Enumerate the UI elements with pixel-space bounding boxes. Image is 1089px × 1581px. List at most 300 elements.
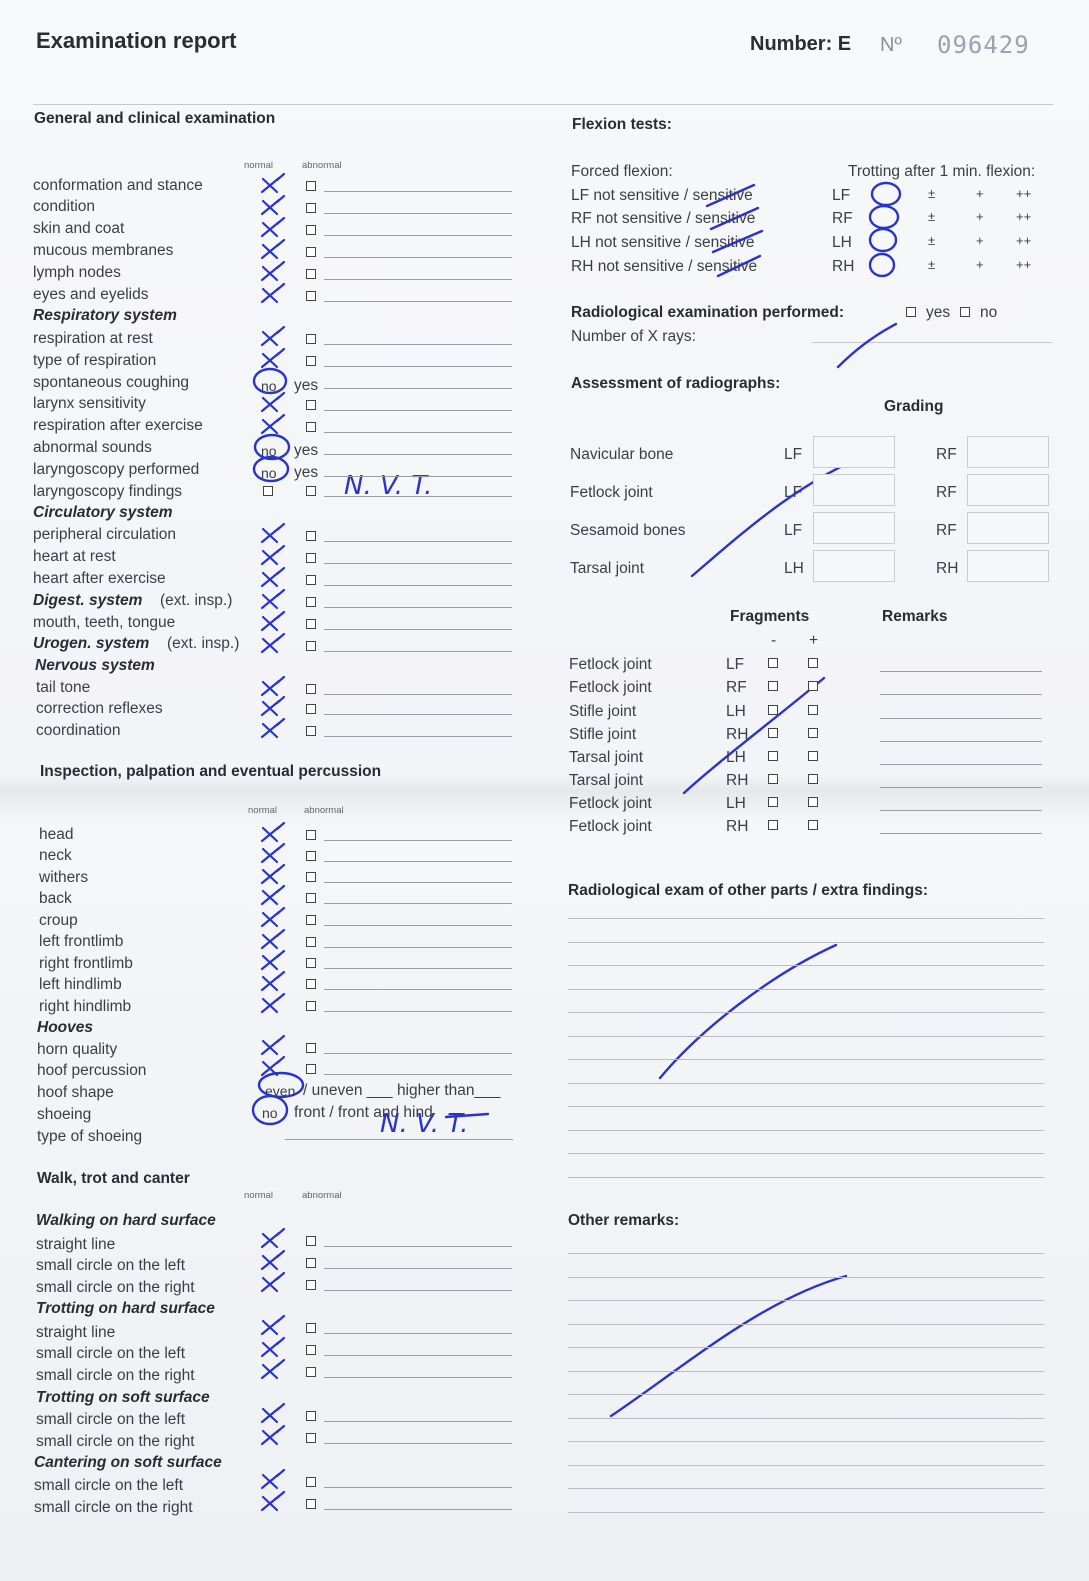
fragment-plus-checkbox[interactable] bbox=[808, 797, 818, 807]
flexion-scale-symbol[interactable]: + bbox=[976, 233, 984, 248]
remark-line bbox=[880, 764, 1042, 765]
item-label: back bbox=[39, 890, 72, 907]
writing-line bbox=[568, 942, 1044, 943]
writing-line bbox=[568, 1441, 1044, 1442]
writing-line bbox=[568, 1394, 1044, 1395]
item-label: tail tone bbox=[36, 679, 91, 696]
abnormal-checkbox[interactable] bbox=[306, 619, 316, 629]
grading-box-left[interactable] bbox=[813, 474, 895, 506]
remark-line bbox=[324, 861, 512, 862]
item-label: right hindlimb bbox=[39, 998, 132, 1015]
flexion-leg: RF bbox=[832, 210, 853, 227]
check-mark bbox=[262, 218, 284, 236]
grading-right-leg: RF bbox=[936, 446, 957, 463]
fragment-leg: RF bbox=[726, 679, 747, 696]
abnormal-checkbox[interactable] bbox=[306, 1001, 316, 1011]
fragment-row-name: Fetlock joint bbox=[569, 656, 652, 673]
remark-line bbox=[880, 671, 1042, 672]
fragment-plus-checkbox[interactable] bbox=[808, 658, 818, 668]
remark-line bbox=[324, 476, 512, 477]
radiology-yes-label: yes bbox=[926, 304, 951, 321]
abnormal-checkbox[interactable] bbox=[306, 1367, 316, 1377]
flexion-scale-symbol[interactable]: ++ bbox=[1016, 186, 1032, 201]
fragment-plus-checkbox[interactable] bbox=[808, 820, 818, 830]
item-label: right frontlimb bbox=[39, 955, 133, 972]
grading-heading: Grading bbox=[884, 398, 944, 415]
remark-line bbox=[324, 1053, 512, 1054]
handwritten-nvt-shoeing: N. V. T. bbox=[380, 1109, 469, 1139]
abnormal-checkbox[interactable] bbox=[306, 937, 316, 947]
item-label: small circle on the right bbox=[34, 1499, 193, 1516]
strike-xray-count bbox=[838, 324, 896, 367]
remark-line bbox=[324, 257, 512, 258]
flexion-scale-symbol[interactable]: + bbox=[976, 186, 984, 201]
check-mark bbox=[262, 930, 284, 948]
check-mark bbox=[262, 174, 284, 192]
general-heading: General and clinical examination bbox=[34, 110, 276, 127]
item-label: mouth, teeth, tongue bbox=[33, 614, 176, 631]
trotting-flexion-label: Trotting after 1 min. flexion: bbox=[848, 163, 1036, 180]
item-label: small circle on the right bbox=[36, 1433, 195, 1450]
abnormal-checkbox[interactable] bbox=[306, 726, 316, 736]
remark-line bbox=[324, 1421, 512, 1422]
fragment-row-name: Fetlock joint bbox=[569, 795, 652, 812]
grading-row-name: Tarsal joint bbox=[570, 560, 645, 577]
forced-flexion-label: Forced flexion: bbox=[571, 163, 673, 180]
flexion-scale-symbol[interactable]: ± bbox=[928, 186, 936, 201]
item-label: small circle on the right bbox=[36, 1279, 195, 1296]
flexion-scale-symbol[interactable]: ± bbox=[928, 257, 936, 272]
check-mark bbox=[262, 415, 284, 433]
writing-line bbox=[568, 989, 1044, 990]
strike-other-remarks bbox=[611, 1276, 846, 1416]
flexion-scale-symbol[interactable]: ++ bbox=[1016, 209, 1032, 224]
remark-line bbox=[324, 1355, 512, 1356]
grading-box-left[interactable] bbox=[813, 512, 895, 544]
abnormal-checkbox[interactable] bbox=[306, 1345, 316, 1355]
grading-left-leg: LF bbox=[784, 446, 803, 463]
grading-left-leg: LF bbox=[784, 522, 803, 539]
remark-line bbox=[324, 989, 512, 990]
remark-line bbox=[324, 1074, 512, 1075]
handwritten-nvt: N. V. T. bbox=[344, 471, 433, 501]
item-label: small circle on the left bbox=[34, 1477, 184, 1494]
check-mark bbox=[262, 886, 284, 904]
section-label: Hooves bbox=[37, 1019, 93, 1036]
item-label: heart after exercise bbox=[33, 570, 166, 587]
item-label: withers bbox=[39, 869, 89, 886]
other-parts-heading: Radiological exam of other parts / extra findings: bbox=[568, 882, 929, 899]
grading-box-right[interactable] bbox=[967, 550, 1049, 582]
section-label: Cantering on soft surface bbox=[34, 1454, 222, 1471]
normal-col-label: normal bbox=[248, 805, 278, 816]
radiology-no-label: no bbox=[980, 304, 998, 321]
fragment-leg: LH bbox=[726, 703, 746, 720]
inspection-heading: Inspection, palpation and eventual percussion bbox=[40, 763, 382, 780]
abnormal-checkbox[interactable] bbox=[306, 1411, 316, 1421]
fragment-leg: RH bbox=[726, 726, 749, 743]
abnormal-checkbox[interactable] bbox=[306, 1477, 316, 1487]
writing-line bbox=[568, 1300, 1044, 1301]
fragment-minus-checkbox[interactable] bbox=[768, 797, 778, 807]
abnormal-checkbox[interactable] bbox=[306, 225, 316, 235]
abnormal-checkbox[interactable] bbox=[306, 1064, 316, 1074]
remark-line bbox=[324, 301, 512, 302]
check-mark bbox=[262, 568, 284, 586]
fragment-leg: LF bbox=[726, 656, 745, 673]
abnormal-col-label: abnormal bbox=[302, 160, 342, 171]
remark-line bbox=[324, 235, 512, 236]
writing-line bbox=[568, 1130, 1044, 1131]
item-label: (ext. insp.) bbox=[160, 592, 233, 609]
fragment-plus: + bbox=[809, 632, 819, 649]
page-title: Examination report bbox=[36, 28, 237, 53]
flexion-leg: LH bbox=[832, 234, 852, 251]
other-remarks-heading: Other remarks: bbox=[568, 1212, 680, 1229]
remark-line bbox=[324, 388, 512, 389]
writing-line bbox=[568, 918, 1044, 919]
fragment-minus-checkbox[interactable] bbox=[768, 705, 778, 715]
check-mark bbox=[262, 524, 284, 542]
abnormal-col-label: abnormal bbox=[302, 1190, 342, 1201]
abnormal-checkbox[interactable] bbox=[306, 830, 316, 840]
abnormal-checkbox[interactable] bbox=[306, 641, 316, 651]
remark-line bbox=[324, 607, 512, 608]
fragment-minus-checkbox[interactable] bbox=[768, 658, 778, 668]
remark-line bbox=[324, 585, 512, 586]
abnormal-col-label: abnormal bbox=[304, 805, 344, 816]
check-mark bbox=[262, 677, 284, 695]
grading-row-name: Fetlock joint bbox=[570, 484, 653, 501]
item-label: croup bbox=[39, 912, 78, 929]
abnormal-checkbox[interactable] bbox=[306, 684, 316, 694]
remark-line bbox=[324, 1290, 512, 1291]
remark-line bbox=[324, 714, 512, 715]
flexion-scale-symbol[interactable]: ± bbox=[928, 233, 936, 248]
abnormal-checkbox[interactable] bbox=[306, 400, 316, 410]
fragment-minus-checkbox[interactable] bbox=[768, 774, 778, 784]
radiology-yes-checkbox[interactable] bbox=[906, 307, 916, 317]
remark-line bbox=[324, 882, 512, 883]
remark-line bbox=[324, 1487, 512, 1488]
abnormal-checkbox[interactable] bbox=[306, 1280, 316, 1290]
grading-row-name: Navicular bone bbox=[570, 446, 674, 463]
abnormal-checkbox[interactable] bbox=[306, 334, 316, 344]
section-label: Nervous system bbox=[35, 657, 155, 674]
abnormal-checkbox[interactable] bbox=[306, 872, 316, 882]
item-label: straight line bbox=[36, 1324, 116, 1341]
fragment-minus: - bbox=[771, 632, 777, 649]
number-prefix: Nº bbox=[880, 34, 902, 56]
circle-flex-lh bbox=[870, 229, 896, 251]
flexion-scale-symbol[interactable]: ± bbox=[928, 209, 936, 224]
writing-line bbox=[568, 1083, 1044, 1084]
normal-checkbox[interactable] bbox=[263, 486, 273, 496]
check-mark bbox=[262, 719, 284, 737]
check-mark bbox=[262, 823, 284, 841]
fragment-minus-checkbox[interactable] bbox=[768, 820, 778, 830]
check-mark bbox=[262, 634, 284, 652]
abnormal-checkbox[interactable] bbox=[306, 291, 316, 301]
remark-line bbox=[324, 191, 512, 192]
check-mark bbox=[262, 1470, 284, 1488]
writing-line bbox=[568, 965, 1044, 966]
circle-flex-rh bbox=[870, 254, 894, 276]
gait-heading: Walk, trot and canter bbox=[37, 1170, 190, 1187]
remark-line bbox=[324, 1333, 512, 1334]
remark-line bbox=[880, 718, 1042, 719]
writing-line bbox=[568, 1153, 1044, 1154]
abnormal-checkbox[interactable] bbox=[306, 979, 316, 989]
abnormal-checkbox[interactable] bbox=[306, 422, 316, 432]
fragment-minus-checkbox[interactable] bbox=[768, 751, 778, 761]
remarks-heading: Remarks bbox=[882, 608, 948, 625]
check-mark bbox=[262, 393, 284, 411]
flexion-leg: LF bbox=[832, 187, 851, 204]
item-label: small circle on the left bbox=[36, 1345, 186, 1362]
abnormal-checkbox[interactable] bbox=[306, 1236, 316, 1246]
item-label: (ext. insp.) bbox=[167, 635, 240, 652]
normal-col-label: normal bbox=[244, 1190, 274, 1201]
circle-flex-rf bbox=[870, 206, 898, 228]
item-label: hoof shape bbox=[37, 1084, 114, 1101]
item-label: conformation and stance bbox=[33, 177, 203, 194]
remark-line bbox=[324, 344, 512, 345]
check-mark bbox=[262, 1404, 284, 1422]
check-mark bbox=[262, 994, 284, 1012]
circle-flex-lf bbox=[872, 183, 900, 205]
fragment-row-name: Fetlock joint bbox=[569, 818, 652, 835]
check-mark bbox=[262, 1036, 284, 1054]
abnormal-checkbox[interactable] bbox=[306, 851, 316, 861]
abnormal-checkbox[interactable] bbox=[306, 1043, 316, 1053]
writing-line bbox=[568, 1371, 1044, 1372]
item-label: small circle on the left bbox=[36, 1257, 186, 1274]
remark-line bbox=[324, 1443, 512, 1444]
abnormal-checkbox[interactable] bbox=[306, 247, 316, 257]
remark-line bbox=[880, 694, 1042, 695]
remark-line bbox=[324, 454, 512, 455]
grading-box-left[interactable] bbox=[813, 436, 895, 468]
check-mark bbox=[262, 327, 284, 345]
item-label: head bbox=[39, 826, 74, 843]
check-mark bbox=[262, 844, 284, 862]
remark-line bbox=[285, 1139, 513, 1140]
no-option: no bbox=[261, 378, 277, 394]
abnormal-checkbox[interactable] bbox=[306, 958, 316, 968]
abnormal-checkbox[interactable] bbox=[306, 1323, 316, 1333]
flexion-row-text: LF not sensitive / sensitive bbox=[571, 187, 753, 204]
item-label: type of shoeing bbox=[37, 1128, 143, 1145]
item-label: left hindlimb bbox=[39, 976, 122, 993]
item-label: laryngoscopy findings bbox=[33, 483, 183, 500]
yes-option: yes bbox=[294, 377, 319, 394]
flexion-heading: Flexion tests: bbox=[572, 116, 672, 133]
fragment-row-name: Fetlock joint bbox=[569, 679, 652, 696]
shoeing-no: no bbox=[262, 1105, 278, 1121]
hoof-shape-options: / uneven ___ higher than___ bbox=[303, 1082, 501, 1099]
section-label: Trotting on soft surface bbox=[36, 1389, 210, 1406]
flexion-row-text: RF not sensitive / sensitive bbox=[571, 210, 756, 227]
hoof-shape-even: even bbox=[265, 1083, 296, 1099]
writing-line bbox=[568, 1324, 1044, 1325]
abnormal-checkbox[interactable] bbox=[306, 269, 316, 279]
abnormal-checkbox[interactable] bbox=[306, 181, 316, 191]
fragment-plus-checkbox[interactable] bbox=[808, 751, 818, 761]
flexion-row-text: RH not sensitive / sensitive bbox=[571, 258, 758, 275]
fragment-plus-checkbox[interactable] bbox=[808, 774, 818, 784]
remark-line bbox=[324, 736, 512, 737]
item-label: respiration after exercise bbox=[33, 417, 203, 434]
abnormal-checkbox[interactable] bbox=[306, 915, 316, 925]
flexion-scale-symbol[interactable]: + bbox=[976, 209, 984, 224]
grading-box-left[interactable] bbox=[813, 550, 895, 582]
item-label: type of respiration bbox=[33, 352, 157, 369]
normal-col-label: normal bbox=[244, 160, 274, 171]
remark-line bbox=[880, 787, 1042, 788]
flexion-leg: RH bbox=[832, 258, 855, 275]
strike-fragments bbox=[684, 678, 824, 793]
section-label: Trotting on hard surface bbox=[36, 1300, 215, 1317]
item-label: skin and coat bbox=[33, 220, 125, 237]
abnormal-checkbox[interactable] bbox=[306, 486, 316, 496]
abnormal-checkbox[interactable] bbox=[306, 1433, 316, 1443]
item-label: spontaneous coughing bbox=[33, 374, 189, 391]
check-mark bbox=[262, 1338, 284, 1356]
remark-line bbox=[324, 366, 512, 367]
item-label: peripheral circulation bbox=[33, 526, 177, 543]
remark-line bbox=[324, 968, 512, 969]
grading-right-leg: RF bbox=[936, 522, 957, 539]
item-label: small circle on the right bbox=[36, 1367, 195, 1384]
check-mark bbox=[262, 349, 284, 367]
radiological-performed-label: Radiological examination performed: bbox=[571, 304, 845, 321]
report-number: 096429 bbox=[937, 31, 1030, 59]
abnormal-checkbox[interactable] bbox=[306, 553, 316, 563]
radiology-no-checkbox[interactable] bbox=[960, 307, 970, 317]
item-label: coordination bbox=[36, 722, 121, 739]
flexion-scale-symbol[interactable]: ++ bbox=[1016, 257, 1032, 272]
remark-line bbox=[324, 432, 512, 433]
writing-line bbox=[568, 1253, 1044, 1254]
remark-line bbox=[324, 496, 512, 497]
check-mark bbox=[262, 1273, 284, 1291]
item-label: laryngoscopy performed bbox=[33, 461, 200, 478]
abnormal-checkbox[interactable] bbox=[306, 356, 316, 366]
abnormal-checkbox[interactable] bbox=[306, 531, 316, 541]
item-label: shoeing bbox=[37, 1106, 92, 1123]
fragment-row-name: Tarsal joint bbox=[569, 772, 644, 789]
fragment-row-name: Stifle joint bbox=[569, 703, 637, 720]
check-mark bbox=[262, 546, 284, 564]
check-mark bbox=[262, 697, 284, 715]
writing-line bbox=[568, 1488, 1044, 1489]
check-mark bbox=[262, 1251, 284, 1269]
item-label: small circle on the left bbox=[36, 1411, 186, 1428]
fragment-minus-checkbox[interactable] bbox=[768, 728, 778, 738]
section-label: Respiratory system bbox=[33, 307, 177, 324]
remark-line bbox=[324, 279, 512, 280]
check-mark bbox=[262, 262, 284, 280]
fragment-plus-checkbox[interactable] bbox=[808, 728, 818, 738]
grading-box-right[interactable] bbox=[967, 436, 1049, 468]
remark-line bbox=[880, 810, 1042, 811]
flexion-scale-symbol[interactable]: + bbox=[976, 257, 984, 272]
grading-right-leg: RF bbox=[936, 484, 957, 501]
item-label: respiration at rest bbox=[33, 330, 153, 347]
grading-row-name: Sesamoid bones bbox=[570, 522, 686, 539]
fragment-plus-checkbox[interactable] bbox=[808, 705, 818, 715]
fragment-plus-checkbox[interactable] bbox=[808, 681, 818, 691]
number-label: Number: E bbox=[750, 33, 852, 55]
fragment-minus-checkbox[interactable] bbox=[768, 681, 778, 691]
fragment-leg: LH bbox=[726, 749, 746, 766]
remark-line bbox=[324, 651, 512, 652]
assessment-heading: Assessment of radiographs: bbox=[571, 375, 781, 392]
writing-line bbox=[568, 1512, 1044, 1513]
header-rule bbox=[33, 104, 1053, 105]
abnormal-checkbox[interactable] bbox=[306, 893, 316, 903]
flexion-scale-symbol[interactable]: ++ bbox=[1016, 233, 1032, 248]
abnormal-checkbox[interactable] bbox=[306, 1499, 316, 1509]
abnormal-checkbox[interactable] bbox=[306, 575, 316, 585]
xray-count-label: Number of X rays: bbox=[571, 328, 696, 345]
writing-line bbox=[568, 1106, 1044, 1107]
no-option: no bbox=[261, 465, 277, 481]
writing-line bbox=[568, 1418, 1044, 1419]
grading-left-leg: LF bbox=[784, 484, 803, 501]
remark-line bbox=[324, 410, 512, 411]
writing-line bbox=[568, 1059, 1044, 1060]
remark-line bbox=[880, 741, 1042, 742]
remark-line bbox=[324, 1246, 512, 1247]
remark-line bbox=[324, 1509, 512, 1510]
fragment-leg: RH bbox=[726, 818, 749, 835]
abnormal-checkbox[interactable] bbox=[306, 704, 316, 714]
check-mark bbox=[262, 196, 284, 214]
remark-line bbox=[324, 840, 512, 841]
abnormal-checkbox[interactable] bbox=[306, 1258, 316, 1268]
check-mark bbox=[262, 908, 284, 926]
item-label: correction reflexes bbox=[36, 700, 163, 717]
remark-line bbox=[324, 925, 512, 926]
fragment-row-name: Stifle joint bbox=[569, 726, 637, 743]
check-mark bbox=[262, 1229, 284, 1247]
abnormal-checkbox[interactable] bbox=[306, 597, 316, 607]
item-label: straight line bbox=[36, 1236, 116, 1253]
remark-line bbox=[324, 1377, 512, 1378]
fragment-row-name: Tarsal joint bbox=[569, 749, 644, 766]
item-label: mucous membranes bbox=[33, 242, 174, 259]
fragment-leg: RH bbox=[726, 772, 749, 789]
writing-line bbox=[568, 1277, 1044, 1278]
remark-line bbox=[324, 213, 512, 214]
section-label: Urogen. system bbox=[33, 635, 150, 652]
check-mark bbox=[262, 590, 284, 608]
item-label: larynx sensitivity bbox=[33, 395, 146, 412]
check-mark bbox=[262, 612, 284, 630]
yes-option: yes bbox=[294, 442, 319, 459]
flexion-row-text: LH not sensitive / sensitive bbox=[571, 234, 755, 251]
writing-line bbox=[568, 1012, 1044, 1013]
fragments-heading: Fragments bbox=[730, 608, 810, 625]
grading-box-right[interactable] bbox=[967, 474, 1049, 506]
grading-box-right[interactable] bbox=[967, 512, 1049, 544]
xray-count-line bbox=[812, 342, 1052, 343]
section-label: Circulatory system bbox=[33, 504, 173, 521]
no-option: no bbox=[261, 443, 277, 459]
abnormal-checkbox[interactable] bbox=[306, 203, 316, 213]
